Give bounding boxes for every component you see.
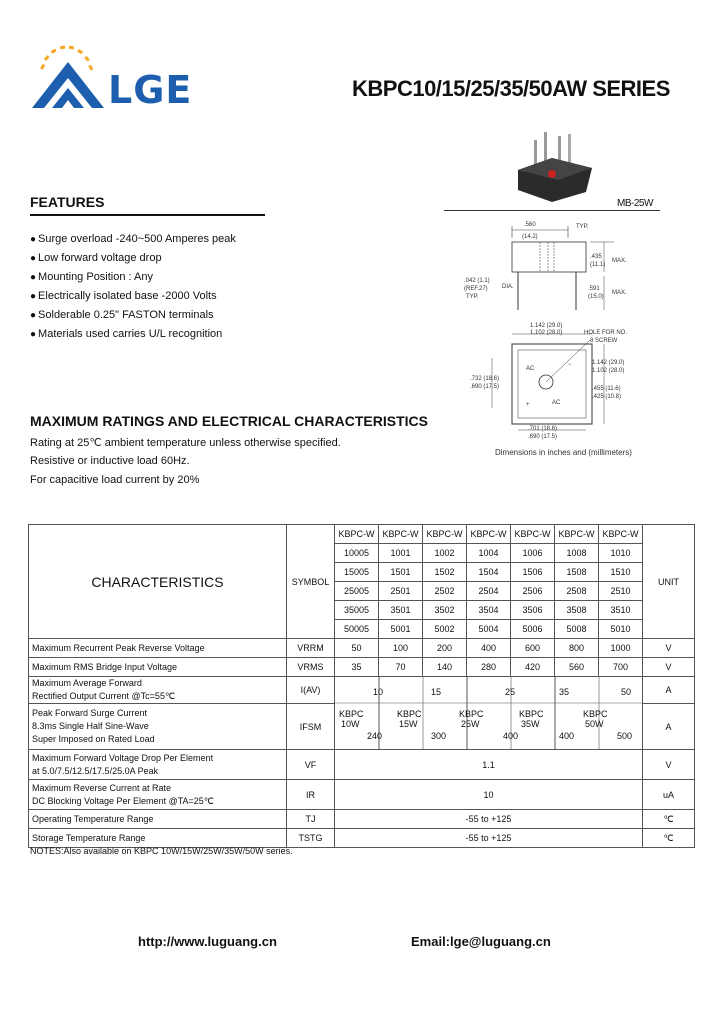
part-number: 50005 (335, 620, 379, 639)
dim-typ: TYP. (576, 224, 589, 230)
feature-item: ● Solderable 0.25" FASTON terminals (30, 308, 236, 327)
param-symbol: VRRM (287, 639, 335, 658)
package-side-view (464, 216, 644, 318)
table-row (29, 810, 695, 829)
part-number: 1010 (599, 544, 643, 563)
param-value: -55 to +125 (335, 829, 643, 848)
dim-max-2: MAX. (612, 290, 627, 296)
part-number: 1501 (379, 563, 423, 582)
part-number: 1001 (379, 544, 423, 563)
feature-item: ● Mounting Position : Any (30, 270, 236, 289)
iav-group-name: KBPC (339, 709, 364, 719)
package-top-view (464, 318, 644, 446)
characteristics-header: CHARACTERISTICS (29, 525, 287, 639)
param-symbol: VRMS (287, 658, 335, 677)
param-unit: A (643, 677, 695, 704)
part-number: 1002 (423, 544, 467, 563)
iav-group-name: 25W (461, 719, 480, 729)
ifsm-value: 240 (367, 731, 383, 741)
param-label: Maximum Forward Voltage Drop Per Element at 5.0/7.5/12.5/17.5/25.0A Peak (29, 750, 287, 780)
part-number: 1006 (511, 544, 555, 563)
part-number: 1508 (555, 563, 599, 582)
part-number: 25005 (335, 582, 379, 601)
package-label: MB-25W (617, 198, 653, 209)
param-label: Operating Temperature Range (29, 810, 287, 829)
dim-right: .455 (11.6) (592, 386, 621, 392)
iav-group-name: KBPC (519, 709, 544, 719)
dim-bottom: .701 (18.6) (528, 426, 558, 432)
dim-bottom2: .690 (17.5) (528, 434, 558, 440)
part-number: 3504 (467, 601, 511, 620)
param-unit: ℃ (643, 810, 695, 829)
part-number: 10005 (335, 544, 379, 563)
part-number: 1004 (467, 544, 511, 563)
feature-item: ● Electrically isolated base -2000 Volts (30, 289, 236, 308)
param-value: -55 to +125 (335, 810, 643, 829)
part-number: 1504 (467, 563, 511, 582)
part-number: 35005 (335, 601, 379, 620)
part-number: 3501 (379, 601, 423, 620)
dim-body-w2: 1.102 (28.0) (530, 330, 563, 336)
dim-lead-len: .591 (588, 286, 600, 292)
param-label: Maximum RMS Bridge Input Voltage (29, 658, 287, 677)
part-header: KBPC-W (511, 525, 555, 544)
logo-text: LGE (108, 68, 193, 112)
param-label: Storage Temperature Range (29, 829, 287, 848)
table-row (29, 750, 695, 780)
rating-note: For capacitive load current by 20% (30, 474, 200, 486)
part-number: 5008 (555, 620, 599, 639)
iav-group-name: 35W (521, 719, 540, 729)
iav-group-name: KBPC (397, 709, 422, 719)
part-number: 2510 (599, 582, 643, 601)
param-symbol: TJ (287, 810, 335, 829)
iav-group-name: 15W (399, 719, 418, 729)
features-rule (30, 214, 265, 216)
dim-side-b: 1.102 (28.0) (592, 368, 625, 374)
iav-value: 35 (559, 687, 570, 697)
part-number: 2501 (379, 582, 423, 601)
param-unit: uA (643, 780, 695, 810)
part-number: 1506 (511, 563, 555, 582)
dim-left: .732 (18.6) (470, 376, 500, 382)
part-number: 3502 (423, 601, 467, 620)
dim-height-mm: (11.1) (590, 262, 606, 268)
param-label: Maximum Reverse Current at Rate DC Blocking Voltage Per Element @TA=25℃ (29, 780, 287, 810)
dim-side-a: 1.142 (29.0) (592, 360, 625, 366)
dim-screw: 8 SCREW (590, 338, 618, 344)
table-row (29, 829, 695, 848)
part-header: KBPC-W (599, 525, 643, 544)
table-row (29, 677, 695, 704)
product-photo (512, 132, 598, 204)
ratings-heading: MAXIMUM RATINGS AND ELECTRICAL CHARACTERISTICS (30, 413, 428, 429)
current-ratings-diagonal (335, 677, 643, 749)
iav-group-name: 10W (341, 719, 360, 729)
ifsm-value: 400 (503, 731, 519, 741)
series-title: KBPC10/15/25/35/50AW SERIES (352, 76, 670, 101)
table-row: Maximum RMS Bridge Input Voltage VRMS 35 70 140 280 420 560 700 V (29, 658, 695, 677)
part-number: 5010 (599, 620, 643, 639)
iav-value: 25 (505, 687, 516, 697)
param-symbol: TSTG (287, 829, 335, 848)
param-symbol: I(AV) (287, 677, 335, 704)
part-number: 15005 (335, 563, 379, 582)
feature-item: ● Low forward voltage drop (30, 251, 236, 270)
unit-header: UNIT (643, 525, 695, 639)
part-number: 3508 (555, 601, 599, 620)
features-list (30, 232, 236, 346)
package-rule (444, 210, 660, 211)
iav-value: 50 (621, 687, 632, 697)
mark-minus: − (568, 362, 572, 368)
iav-group-name: KBPC (583, 709, 608, 719)
dim-height: .435 (590, 254, 602, 260)
website-link[interactable]: http://www.luguang.cn (138, 934, 277, 949)
part-number: 5004 (467, 620, 511, 639)
dim-top-width: .560 (524, 222, 536, 228)
param-unit: V (643, 639, 695, 658)
param-unit: V (643, 658, 695, 677)
part-number: 3510 (599, 601, 643, 620)
param-symbol: VF (287, 750, 335, 780)
ifsm-value: 400 (559, 731, 575, 741)
dim-left2: .690 (17.5) (470, 384, 500, 390)
param-symbol: IR (287, 780, 335, 810)
dim-lead-dia-mm: (REF.27) (464, 286, 488, 292)
table-row: Maximum Recurrent Peak Reverse Voltage VRRM 50 100 200 400 600 800 1000 V (29, 639, 695, 658)
part-header: KBPC-W (423, 525, 467, 544)
param-label: Maximum Recurrent Peak Reverse Voltage (29, 639, 287, 658)
part-number: 1502 (423, 563, 467, 582)
part-header: KBPC-W (555, 525, 599, 544)
param-value: 10 (335, 780, 643, 810)
param-label: Peak Forward Surge Current 8.3ms Single Half Sine-Wave Super Imposed on Rated Load (29, 704, 287, 750)
iav-value: 10 (373, 687, 384, 697)
ratings-table (28, 524, 695, 848)
dim-top-width-mm: (14.2) (522, 234, 538, 240)
param-unit: A (643, 704, 695, 750)
dim-body-w: 1.142 (29.0) (530, 323, 563, 329)
part-number: 5006 (511, 620, 555, 639)
param-value: 1.1 (335, 750, 643, 780)
dim-lead-len-mm: (15.0) (588, 294, 604, 300)
dim-lead-dia: .042 (1.1) (464, 278, 490, 284)
mark-ac-2: AC (552, 400, 561, 406)
iav-group-name: KBPC (459, 709, 484, 719)
dim-typ-2: TYP. (466, 294, 479, 300)
dim-max: MAX. (612, 258, 627, 264)
rating-note: Rating at 25℃ ambient temperature unless otherwise specified. (30, 437, 341, 449)
part-number: 5001 (379, 620, 423, 639)
feature-item: ● Materials used carries U/L recognition (30, 327, 236, 346)
mark-ac: AC (526, 366, 535, 372)
table-notes: NOTES:Also available on KBPC 10W/15W/25W/35W/50W series. (30, 846, 293, 856)
dim-hole: HOLE FOR NO. (584, 330, 628, 336)
param-unit: V (643, 750, 695, 780)
part-number: 3506 (511, 601, 555, 620)
part-header: KBPC-W (335, 525, 379, 544)
part-number: 2506 (511, 582, 555, 601)
symbol-header: SYMBOL (287, 525, 335, 639)
part-number: 2504 (467, 582, 511, 601)
feature-item: ● Surge overload -240~500 Amperes peak (30, 232, 236, 251)
table-row (29, 780, 695, 810)
ifsm-value: 300 (431, 731, 447, 741)
part-number: 1008 (555, 544, 599, 563)
dim-dia: DIA. (502, 284, 514, 290)
part-header: KBPC-W (467, 525, 511, 544)
rating-note: Resistive or inductive load 60Hz. (30, 455, 190, 467)
mark-plus: + (526, 402, 530, 408)
part-number: 2502 (423, 582, 467, 601)
dim-right2: .425 (10.8) (592, 394, 622, 400)
ifsm-value: 500 (617, 731, 633, 741)
logo-icon (28, 40, 106, 110)
email-link[interactable]: Email:lge@luguang.cn (411, 934, 551, 949)
part-number: 5002 (423, 620, 467, 639)
param-unit: ℃ (643, 829, 695, 848)
part-number: 1510 (599, 563, 643, 582)
dimension-caption: Dimensions in inches and (millimeters) (495, 448, 632, 457)
part-number: 2508 (555, 582, 599, 601)
param-symbol: IFSM (287, 704, 335, 750)
iav-value: 15 (431, 687, 442, 697)
iav-group-name: 50W (585, 719, 604, 729)
param-label: Maximum Average Forward Rectified Output Current @Tc=55℃ (29, 677, 287, 704)
part-header: KBPC-W (379, 525, 423, 544)
features-heading: FEATURES (30, 194, 105, 210)
